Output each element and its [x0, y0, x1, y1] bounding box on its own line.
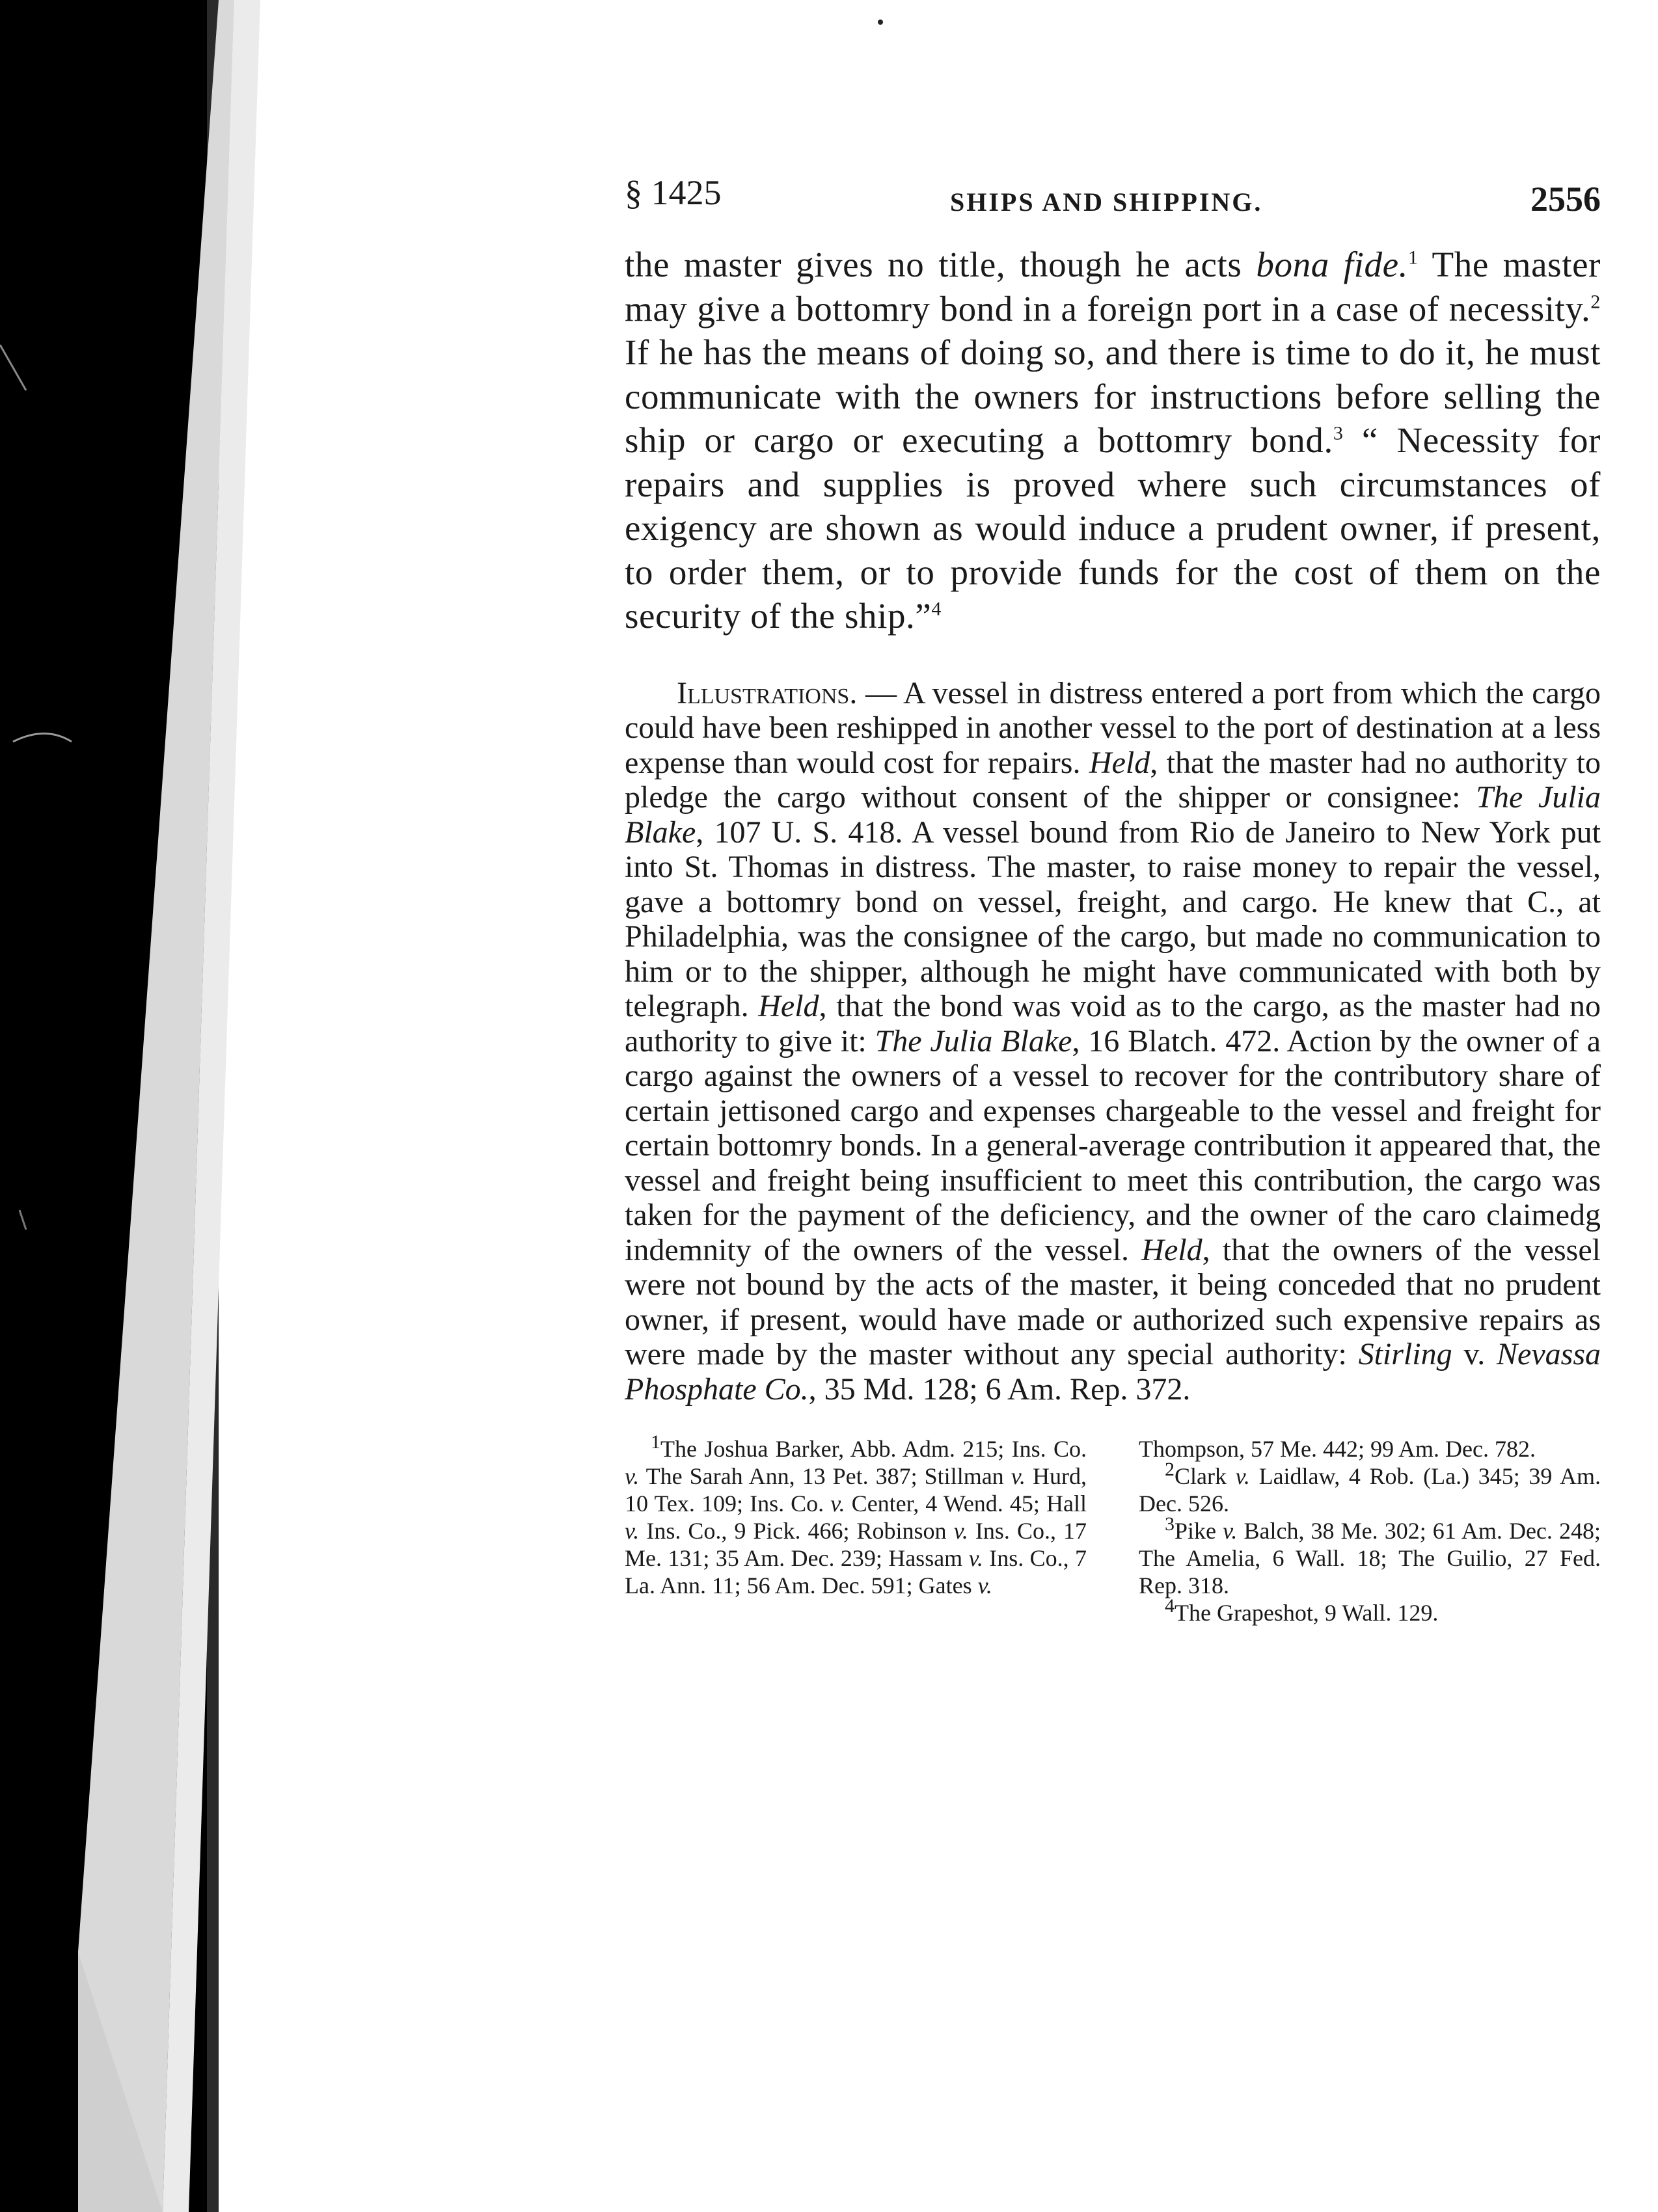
- case-name: The Julia Blake: [625, 780, 1601, 850]
- footnote-mark: 2: [1165, 1459, 1175, 1480]
- versus: v.: [625, 1518, 640, 1544]
- footnote-text: Laidlaw, 4 Rob. (La.) 345; 39 Am. Dec. 526.: [1139, 1463, 1601, 1517]
- printing-speck: [878, 20, 883, 25]
- illustrations-heading: Illustrations.: [677, 675, 858, 710]
- main-text-part: If he has the means of doing so, and there is time to do it, he must communicate with the owners for instructions before selling the ship or cargo or executing a bottomry bond.: [625, 332, 1601, 460]
- held-term: Held: [1089, 745, 1150, 780]
- footnote-text: The Grapeshot, 9 Wall. 129.: [1175, 1600, 1439, 1626]
- main-paragraph-text: [625, 243, 1601, 638]
- versus: v.: [830, 1490, 845, 1517]
- versus: v.: [953, 1518, 968, 1544]
- footnote-ref: 4: [931, 598, 942, 620]
- illustrations-paragraph: [625, 676, 1601, 1407]
- illus-text-part: v.: [1452, 1337, 1497, 1371]
- illus-text-part: , 35 Md. 128; 6 Am. Rep. 372.: [808, 1371, 1191, 1407]
- versus: v.: [968, 1545, 983, 1571]
- illus-text-part: , that the master had no authority to pledge the cargo without consent of the shipper or consignee:: [625, 745, 1601, 815]
- illus-text-part: , that the bond was void as to the cargo, as the master had no authority to give it:: [625, 989, 1601, 1059]
- held-term: Held: [758, 989, 819, 1023]
- case-name: Nevassa Phosphate Co.: [625, 1337, 1601, 1407]
- versus: v.: [1011, 1463, 1026, 1489]
- footnote-text: Hurd, 10 Tex. 109; Ins. Co.: [625, 1463, 1087, 1517]
- footnote-4: [1139, 1595, 1601, 1626]
- footnote-text: Ins. Co., 9 Pick. 466; Robinson: [639, 1518, 954, 1544]
- footnote-mark: 3: [1165, 1513, 1175, 1535]
- versus: v.: [977, 1572, 992, 1598]
- illus-text-part: , 16 Blatch. 472. Action by the owner of a cargo against the owners of a vessel to recover for the contributory share of certain jettisoned cargo and expenses chargeable to the vessel and freight for certain bottomry bonds. In a general-average contribution it appeared that, the vessel and freight being insufficient to meet this contribution, the cargo was taken for the payment of the deficiency, and the owner of the caro claimedg indemnity of the owners of the vessel.: [625, 1023, 1601, 1267]
- illus-text-part: — A vessel in distress entered a port from which the cargo could have been reshipped in another vessel to the port of destination at a less expense than would cost for repairs.: [625, 675, 1601, 780]
- footnote-text: The Sarah Ann, 13 Pet. 387; Stillman: [639, 1463, 1011, 1489]
- footnote-1: [625, 1431, 1087, 1599]
- illus-text-part: , that the owners of the vessel were not bound by the acts of the master, it being conceded that no prudent owner, if present, would have made or authorized such expensive repairs as were made by the master without any special authority:: [625, 1232, 1601, 1371]
- versus: v.: [1223, 1518, 1238, 1544]
- footnote-mark: 1: [651, 1431, 660, 1453]
- footnote-text: Balch, 38 Me. 302; 61 Am. Dec. 248; The Amelia, 6 Wall. 18; The Guilio, 27 Fed. Rep. 318.: [1139, 1518, 1601, 1598]
- illustrations-text: [625, 676, 1601, 1407]
- footnote-text: Ins. Co., 7 La. Ann. 11; 56 Am. Dec. 591; Gates: [625, 1545, 1087, 1598]
- footnote-2: [1139, 1459, 1601, 1517]
- footnote-text: The Joshua Barker, Abb. Adm. 215; Ins. Co.: [660, 1436, 1087, 1462]
- footnote-ref: 3: [1333, 422, 1344, 444]
- page-number: 2556: [1530, 180, 1601, 219]
- case-name: The Julia Blake: [875, 1023, 1072, 1059]
- illus-text-part: , 107 U. S. 418. A vessel bound from Rio de Janeiro to New York put into St. Thomas in distress. The master, to raise money to repair the vessel, gave a bottomry bond on vessel, freight, and cargo. He knew that C., at Philadelphia, was the consignee of the cargo, but made no communication to him or to the shipper, although he might have communicated with both by telegraph.: [625, 815, 1601, 1023]
- footnote-text: Pike: [1175, 1518, 1223, 1544]
- held-term: Held: [1141, 1232, 1203, 1267]
- footnote-ref: 2: [1590, 291, 1601, 313]
- section-number: § 1425: [625, 173, 722, 212]
- case-name: Stirling: [1358, 1337, 1452, 1371]
- versus: v.: [1235, 1463, 1250, 1489]
- versus: v.: [625, 1463, 640, 1489]
- footnote-mark: 4: [1165, 1595, 1175, 1617]
- footnotes: [625, 1431, 1601, 1626]
- running-title: SHIPS AND SHIPPING.: [950, 187, 1263, 217]
- footnote-ref: 1: [1407, 247, 1419, 269]
- footnote-text: Center, 4 Wend. 45; Hall: [845, 1490, 1087, 1517]
- footnote-column-left: [625, 1431, 1087, 1626]
- footnote-1-continued: Thompson, 57 Me. 442; 99 Am. Dec. 782.: [1139, 1436, 1536, 1462]
- running-header: [625, 166, 1601, 218]
- main-paragraph: [625, 243, 1601, 638]
- latin-phrase: bona fide.: [1256, 245, 1408, 284]
- book-page: [625, 166, 1601, 1626]
- main-text-part: “ Necessity for repairs and supplies is proved where such circumstances of exigency are shown as would induce a prudent owner, if present, to order them, or to provide funds for the cost of them on the security of the ship.”: [625, 420, 1601, 636]
- footnote-text: Clark: [1175, 1463, 1236, 1489]
- main-text-part: The master may give a bottomry bond in a foreign port in a case of necessity.: [625, 245, 1601, 329]
- footnote-column-right: [1139, 1435, 1601, 1626]
- main-text-part: the master gives no title, though he acts: [625, 245, 1257, 284]
- footnote-text: Ins. Co., 17 Me. 131; 35 Am. Dec. 239; Hassam: [625, 1518, 1087, 1571]
- footnote-3: [1139, 1513, 1601, 1599]
